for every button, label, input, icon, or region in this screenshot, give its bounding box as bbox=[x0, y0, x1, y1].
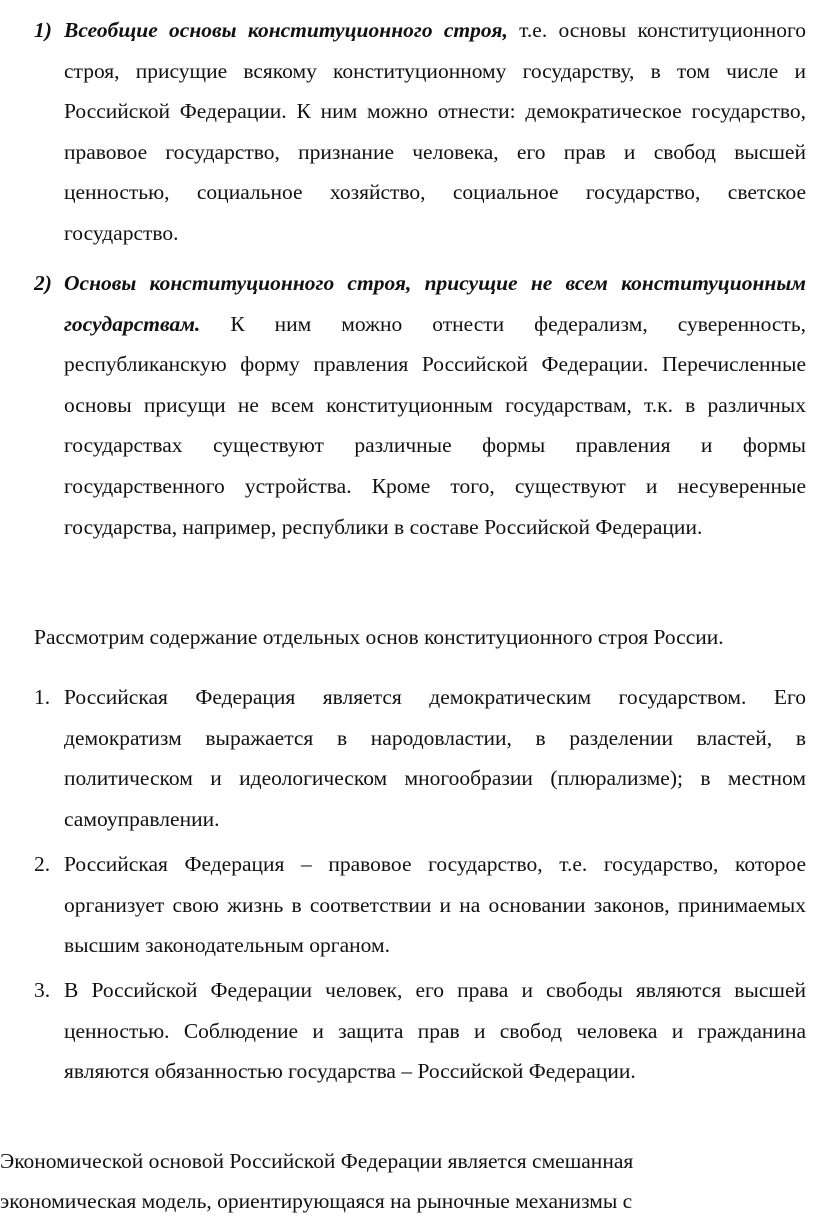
intro-paragraph: Рассмотрим содержание отдельных основ конституционного строя России. bbox=[34, 625, 724, 649]
list-item-text bbox=[64, 10, 806, 254]
bold-italic-lead: Основы конституционного строя, присущие не всем конституционным государствам. bbox=[64, 271, 806, 336]
list-item-text: Российская Федерация является демократическим государством. Его демократизм выражается в народовластии, в разделении властей, в политическом и идеологическом многообразии (плюрализме); в местном самоуправлении. bbox=[64, 685, 806, 831]
list-item-text: В Российской Федерации человек, его права и свободы являются высшей ценностью. Соблюдение и защита прав и свобод человека и гражданина являются обязанностью государства – Российской Федерации. bbox=[64, 978, 806, 1084]
list-item-text: Российская Федерация – правовое государство, т.е. государство, которое организует свою жизнь в соответствии и на основании законов, принимаемых высшим законодательным органом. bbox=[64, 852, 806, 958]
tail-line: Экономической основой Российской Федерации является смешанная bbox=[0, 1149, 634, 1173]
list-item bbox=[34, 10, 806, 254]
list-marker: 1) bbox=[34, 18, 52, 42]
list-item bbox=[34, 970, 806, 1092]
list-marker: 2) bbox=[34, 271, 52, 295]
list-marker: 2. bbox=[34, 852, 51, 876]
tail-line: экономическая модель, ориентирующаяся на рыночные механизмы с bbox=[0, 1189, 633, 1213]
list-item-text bbox=[64, 263, 806, 547]
item-body-text: т.е. основы конституционного строя, присущие всякому конституционному государству, в том числе и Российской Федерации. К ним можно отнести: демократическое государство, правовое государство, признание человека, его прав и свобод высшей ценностью, социальное хозяйство, социальное государство, светское государство. bbox=[64, 18, 806, 245]
list-item bbox=[34, 677, 806, 839]
list-item bbox=[34, 263, 806, 547]
item-body-text: К ним можно отнести федерализм, суверенность, республиканскую форму правления Российской Федерации. Перечисленные основы присущи не всем конституционным государствам, т.к. в различных государствах существуют различные формы правления и формы государственного устройства. Кроме того, существуют и несуверенные государства, например, республики в составе Российской Федерации. bbox=[64, 311, 806, 539]
bold-italic-lead: Всеобщие основы конституционного строя, bbox=[64, 18, 508, 42]
list-marker: 1. bbox=[34, 685, 51, 709]
tail-paragraph bbox=[0, 1141, 776, 1221]
list-item bbox=[34, 844, 806, 966]
list-marker: 3. bbox=[34, 978, 51, 1002]
